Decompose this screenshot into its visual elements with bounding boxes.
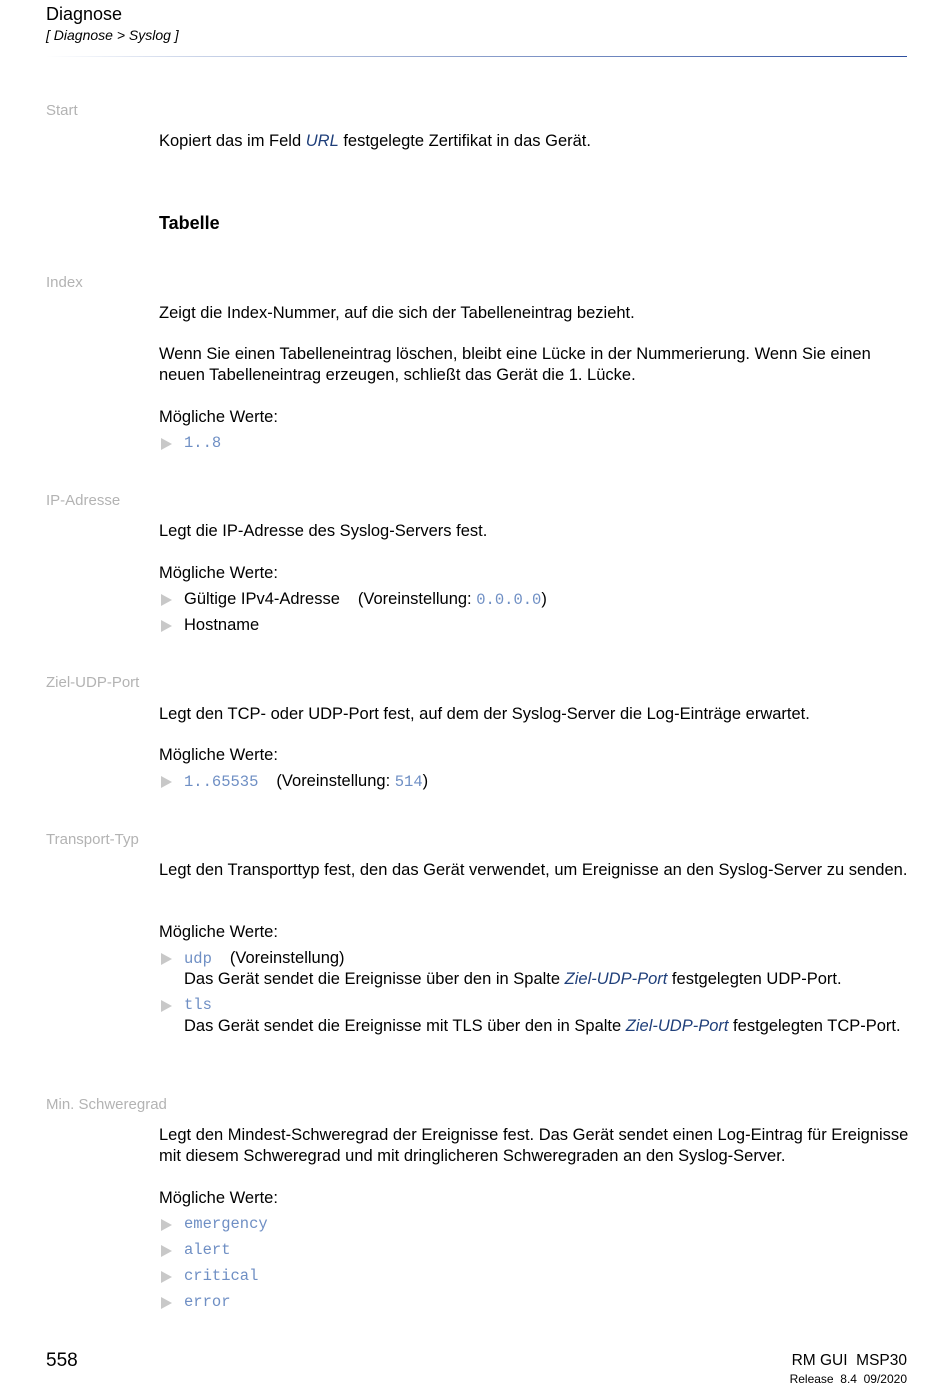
field-label-start: Start: [46, 102, 78, 119]
field-label-index: Index: [46, 274, 83, 291]
ip-default-suffix: ): [541, 590, 547, 608]
port-default-suffix: ): [422, 772, 429, 790]
severity-description: Legt den Mindest-Schweregrad der Ereignisse fest. Das Gerät sendet einen Log-Eintrag für Ereignisse mit diesem Schweregrad und mit dringlicheren Schweregraden an den Syslog-Server.: [159, 1126, 909, 1165]
transport-value-udp: [184, 948, 345, 970]
bullet-triangle-icon: [161, 1271, 172, 1283]
port-description: Legt den TCP- oder UDP-Port fest, auf dem der Syslog-Server die Log-Einträge erwartet.: [159, 705, 810, 723]
bullet-triangle-icon: [161, 1297, 172, 1309]
severity-value-error: error: [184, 1293, 231, 1311]
field-label-ip-address: IP-Adresse: [46, 492, 121, 509]
footer-release: Release 8.4 09/2020: [789, 1372, 907, 1386]
transport-udp-description: [184, 969, 904, 990]
field-label-min-severity: Min. Schweregrad: [46, 1096, 167, 1113]
port-value-range: [184, 771, 428, 793]
field-label-target-udp-port: Ziel-UDP-Port: [46, 674, 140, 691]
ziel-udp-port-link[interactable]: Ziel-UDP-Port: [564, 970, 668, 988]
bullet-triangle-icon: [161, 776, 172, 788]
field-label-transport-type: Transport-Typ: [46, 831, 139, 848]
page-number: 558: [46, 1350, 78, 1371]
transport-udp-value: udp: [184, 950, 212, 968]
bullet-triangle-icon: [161, 1245, 172, 1257]
start-description: [159, 131, 911, 152]
index-description: Zeigt die Index-Nummer, auf die sich der Tabelleneintrag bezieht.: [159, 304, 635, 322]
bullet-triangle-icon: [161, 1000, 172, 1012]
header-divider: [46, 56, 907, 57]
severity-value-alert: alert: [184, 1241, 231, 1259]
ip-values-label: Mögliche Werte:: [159, 564, 278, 582]
bullet-triangle-icon: [161, 1219, 172, 1231]
severity-value-critical: critical: [184, 1267, 259, 1285]
transport-tls-desc-after: festgelegten TCP-Port.: [728, 1017, 901, 1035]
port-default-prefix: (Voreinstellung:: [276, 772, 395, 790]
ip-ipv4-text: Gültige IPv4-Adresse: [184, 590, 340, 608]
footer-product: RM GUI MSP30: [791, 1352, 907, 1369]
page-header-title: Diagnose: [46, 4, 123, 24]
ip-description: Legt die IP-Adresse des Syslog-Servers fest.: [159, 522, 488, 540]
transport-udp-note: (Voreinstellung): [229, 949, 345, 967]
start-text-after: festgelegte Zertifikat in das Gerät.: [338, 132, 591, 150]
index-value-range: 1..8: [184, 434, 222, 452]
severity-values-label: Mögliche Werte:: [159, 1189, 278, 1207]
transport-description: Legt den Transporttyp fest, den das Gerät verwendet, um Ereignisse an den Syslog-Server zu senden.: [159, 861, 908, 879]
transport-tls-desc-before: Das Gerät sendet die Ereignisse mit TLS über den in Spalte: [184, 1017, 626, 1035]
section-heading-table: Tabelle: [159, 213, 220, 233]
port-values-label: Mögliche Werte:: [159, 746, 278, 764]
ip-default-value: 0.0.0.0: [476, 591, 542, 609]
index-values-label: Mögliche Werte:: [159, 408, 278, 426]
bullet-triangle-icon: [161, 438, 172, 450]
index-description-2: Wenn Sie einen Tabelleneintrag löschen, bleibt eine Lücke in der Nummerierung. Wenn Sie einen neuen Tabelleneintrag erzeugen, schließt das Gerät die 1. Lücke.: [159, 345, 871, 384]
ziel-udp-port-link-2[interactable]: Ziel-UDP-Port: [625, 1017, 729, 1035]
bullet-triangle-icon: [161, 953, 172, 965]
transport-value-tls: tls: [184, 996, 212, 1014]
transport-udp-desc-before: Das Gerät sendet die Ereignisse über den in Spalte: [184, 970, 565, 988]
port-default-value: 514: [394, 773, 423, 791]
url-link[interactable]: URL: [305, 132, 339, 150]
transport-values-label: Mögliche Werte:: [159, 923, 278, 941]
port-range-value: 1..65535: [184, 773, 259, 791]
breadcrumb: [ Diagnose > Syslog ]: [46, 27, 179, 43]
bullet-triangle-icon: [161, 620, 172, 632]
transport-udp-desc-after: festgelegten UDP-Port.: [667, 970, 842, 988]
bullet-triangle-icon: [161, 594, 172, 606]
transport-tls-description: [184, 1016, 904, 1037]
ip-default-prefix: (Voreinstellung:: [357, 590, 477, 608]
ip-value-ipv4: [184, 589, 547, 611]
severity-value-emergency: emergency: [184, 1215, 268, 1233]
ip-value-hostname: Hostname: [184, 616, 260, 634]
start-text-before: Kopiert das im Feld: [159, 132, 306, 150]
